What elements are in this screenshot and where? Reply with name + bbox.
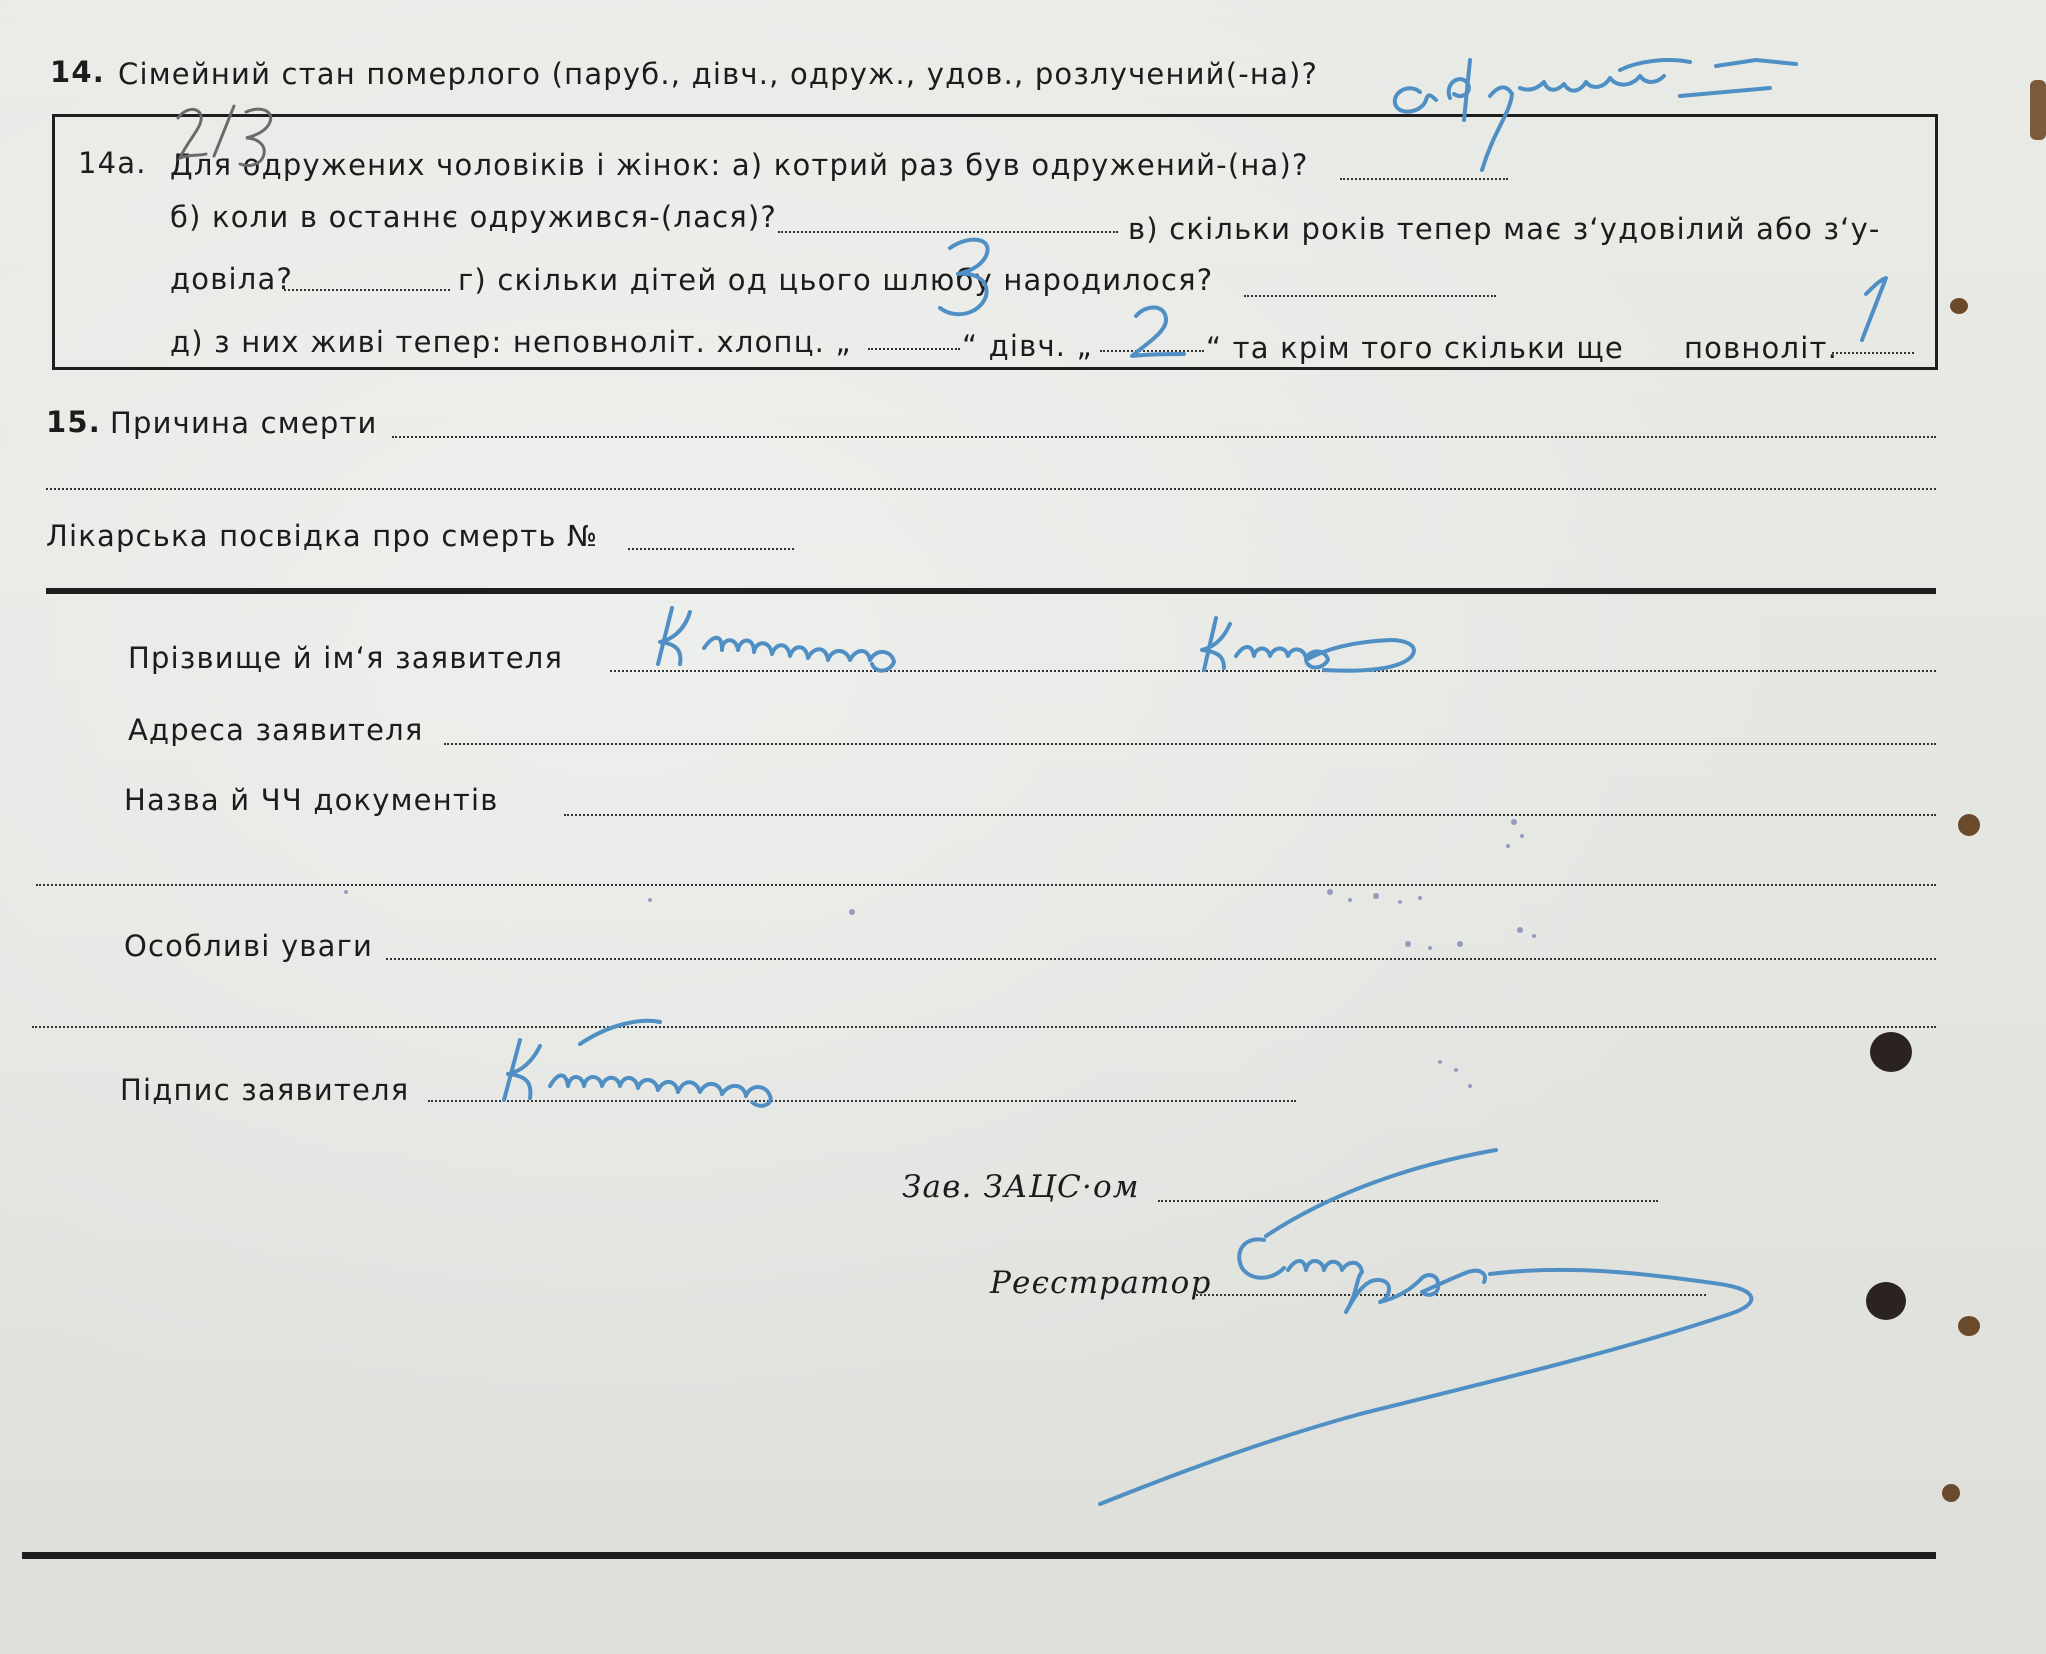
q14a-a-field[interactable] [1340,178,1508,180]
medical-label: Лікарська посвідка про смерть № [46,519,599,553]
q14a-b-field[interactable] [778,231,1118,233]
q15-cause-field-2[interactable] [46,488,1936,490]
handwritten-applicant-name [658,608,1414,671]
q14a-line4-end: повноліт. [1684,331,1839,365]
q14a-v-field[interactable] [284,289,450,291]
q14-number: 14. [50,55,105,89]
q15-label: Причина смерти [110,406,378,440]
registrar-label: Реєстратор [990,1265,1212,1301]
applicant-docs-field-2[interactable] [36,884,1936,886]
q14a-line4-q1: “ дівч. „ [962,329,1093,363]
section-divider [46,588,1936,594]
q14a-line3-a: довіла? [170,262,294,296]
handwritten-applicant-signature [504,1021,771,1106]
q14a-g-field[interactable] [1244,295,1496,297]
q14a-line4-d: д) з них живі тепер: неповноліт. хлопц. „ [170,325,852,359]
q14a-adults-field[interactable] [1832,352,1914,354]
q14a-line2-b: б) коли в останнє одружився-(лася)? [170,200,777,234]
notes-field-2[interactable] [32,1026,1936,1028]
applicant-name-field[interactable] [610,670,1936,672]
bottom-rule [22,1552,1936,1559]
applicant-address-field[interactable] [444,743,1936,745]
q14a-number: 14а. [78,146,147,180]
notes-field[interactable] [386,958,1936,960]
handwritten-registrar-signature [1100,1150,1751,1504]
edge-damage [1942,1484,1960,1502]
notes-label: Особливі уваги [124,929,374,963]
head-label: Зав. ЗАЦС·ом [902,1169,1140,1205]
head-signature-field[interactable] [1158,1200,1658,1202]
edge-damage [1958,1316,1980,1336]
edge-damage [2030,80,2046,140]
q14a-line1: Для одружених чоловіків і жінок: а) котрий раз був одружений-(на)? [170,148,1309,182]
applicant-docs-field[interactable] [564,814,1936,816]
edge-damage [1958,814,1980,836]
signature-field[interactable] [428,1100,1296,1102]
q14a-girls-field[interactable] [1100,350,1204,352]
q14a-boys-field[interactable] [868,348,960,350]
punch-hole-upper [1870,1032,1912,1072]
q14a-line4-q2: “ та крім того скільки ще [1206,331,1624,365]
ink-smudges [344,819,1536,1088]
applicant-docs-label: Назва й ЧЧ документів [124,783,499,817]
q14a-line2-v: в) скільки років тепер має з‘удовілий або з‘у- [1128,212,1881,246]
q15-cause-field[interactable] [392,436,1936,438]
q15-number: 15. [46,405,101,439]
punch-hole-lower [1866,1282,1906,1320]
q14a-line3-g: г) скільки дітей од цього шлюбу народилося? [458,263,1214,297]
q14-label: Сімейний стан померлого (паруб., дівч., одруж., удов., розлучений(-на)? [118,57,1319,91]
medical-number-field[interactable] [628,548,794,550]
applicant-name-label: Прізвище й ім‘я заявителя [128,641,564,675]
edge-damage [1950,298,1968,314]
signature-label: Підпис заявителя [120,1073,410,1107]
applicant-address-label: Адреса заявителя [128,713,424,747]
registrar-signature-field[interactable] [1196,1294,1706,1296]
